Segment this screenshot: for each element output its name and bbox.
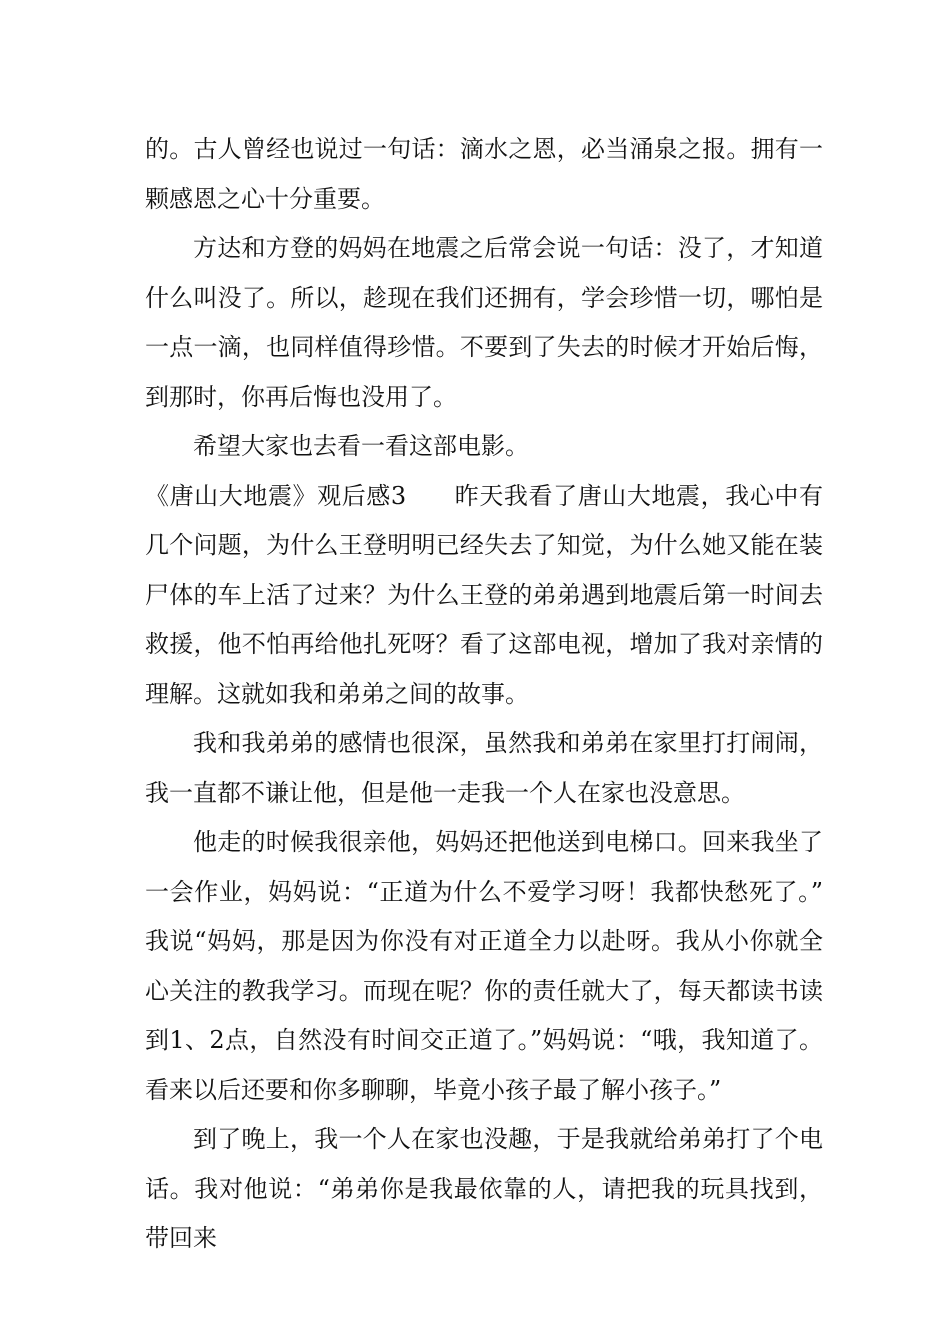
paragraph-1: 的。古人曾经也说过一句话：滴水之恩，必当涌泉之报。拥有一颗感恩之心十分重要。 [145,135,823,213]
essay-heading: 《唐山大地震》观后感3 [145,481,407,510]
paragraph-7: 到了晚上，我一个人在家也没趣，于是我就给弟弟打了个电话。我对他说：“弟弟你是我最依靠的人，请把我的玩具找到，带回来 [145,1125,823,1252]
paragraph-4-text: 昨天我看了唐山大地震，我心中有几个问题，为什么王登明明已经失去了知觉，为什么她又能在装尸体的车上活了过来？为什么王登的弟弟遇到地震后第一时间去救援，他不怕再给他扎死呀？看了这部电视，增加了我对亲情的理解。这就如我和弟弟之间的故事。 [145,481,823,708]
paragraph-4 [145,472,823,720]
paragraph-3: 希望大家也去看一看这部电影。 [193,432,529,460]
paragraph-6: 他走的时候我很亲他，妈妈还把他送到电梯口。回来我坐了一会作业，妈妈说：“正道为什么不爱学习呀！我都快愁死了。”我说“妈妈，那是因为你没有对正道全力以赴呀。我从小你就全心关注的教我学习。而现在呢？你的责任就大了，每天都读书读到1、2点，自然没有时间交正道了。”妈妈说：“哦，我知道了。看来以后还要和你多聊聊，毕竟小孩子最了解小孩子。” [145,828,823,1104]
paragraph-5: 我和我弟弟的感情也很深，虽然我和弟弟在家里打打闹闹，我一直都不谦让他，但是他一走我一个人在家也没意思。 [145,729,823,807]
paragraph-2: 方达和方登的妈妈在地震之后常会说一句话：没了，才知道什么叫没了。所以，趁现在我们还拥有，学会珍惜一切，哪怕是一点一滴，也同样值得珍惜。不要到了失去的时候才开始后悔，到那时，你再后悔也没用了。 [145,234,823,411]
document-body [145,125,823,1264]
